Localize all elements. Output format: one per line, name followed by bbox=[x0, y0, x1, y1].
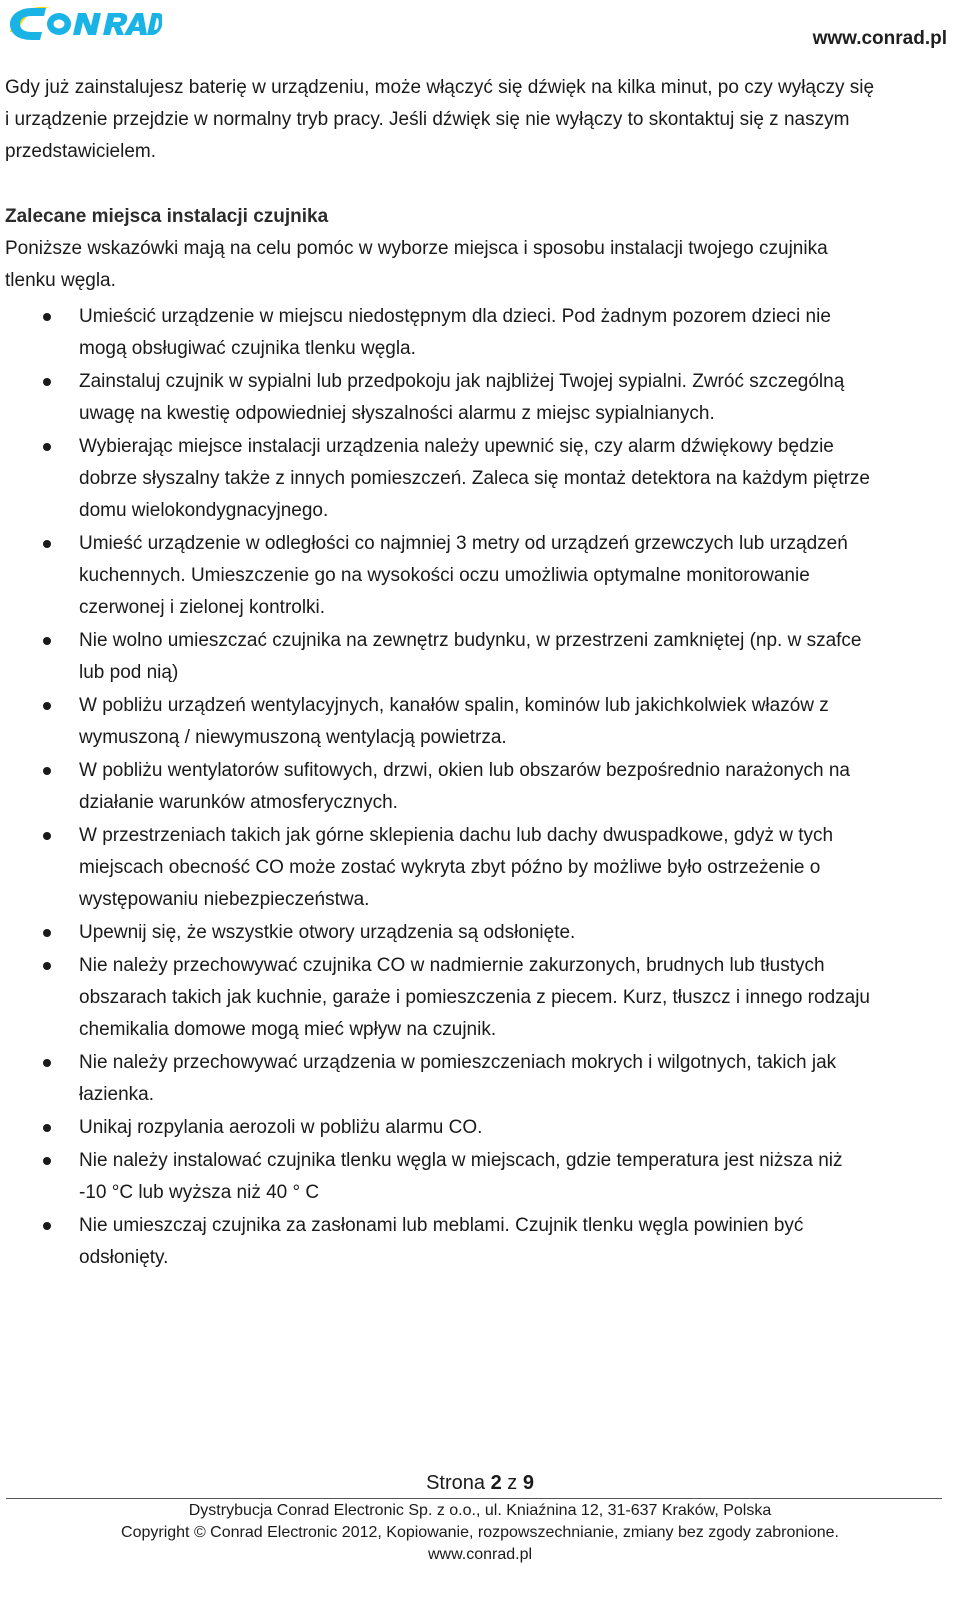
footer-copyright-line: Copyright © Conrad Electronic 2012, Kopiowanie, rozpowszechnianie, zmiany bez zgody zabronione. bbox=[121, 1524, 839, 1541]
intro-line: przedstawicielem. bbox=[5, 141, 156, 162]
list-item bbox=[5, 301, 945, 365]
list-item-line: W pobliżu urządzeń wentylacyjnych, kanałów spalin, kominów lub jakichkolwiek włazów z bbox=[79, 695, 829, 716]
bullet-icon bbox=[43, 1157, 51, 1165]
section-lead-line: tlenku węgla. bbox=[5, 270, 116, 291]
list-item bbox=[5, 917, 945, 949]
list-item bbox=[5, 950, 945, 1046]
list-item bbox=[5, 1047, 945, 1111]
list-item-line: chemikalia domowe mogą mieć wpływ na czujnik. bbox=[79, 1019, 497, 1040]
conrad-logo bbox=[6, 2, 162, 44]
bullet-icon bbox=[43, 443, 51, 451]
bullet-icon bbox=[43, 832, 51, 840]
list-item bbox=[5, 820, 945, 916]
list-item bbox=[5, 1145, 945, 1209]
intro-line: Gdy już zainstalujesz baterię w urządzeniu, może włączyć się dźwięk na kilka minut, po czy wyłączy się bbox=[5, 77, 875, 98]
bullet-icon bbox=[43, 637, 51, 645]
list-item-line: Unikaj rozpylania aerozoli w pobliżu alarmu CO. bbox=[79, 1117, 483, 1138]
list-item-line: wymuszoną / niewymuszoną wentylacją powietrza. bbox=[79, 727, 507, 748]
installation-guidelines-list bbox=[5, 301, 945, 1274]
footer-divider bbox=[6, 1498, 942, 1499]
bullet-icon bbox=[43, 702, 51, 710]
list-item-line: Nie należy instalować czujnika tlenku węgla w miejscach, gdzie temperatura jest niższa niż bbox=[79, 1150, 843, 1171]
footer-legal bbox=[0, 1500, 960, 1566]
list-item-line: lub pod nią) bbox=[79, 662, 179, 683]
intro-paragraph bbox=[5, 72, 945, 168]
bullet-icon bbox=[43, 540, 51, 548]
list-item-line: Nie umieszczaj czujnika za zasłonami lub meblami. Czujnik tlenku węgla powinien być bbox=[79, 1215, 804, 1236]
bullet-icon bbox=[43, 1124, 51, 1132]
bullet-icon bbox=[43, 1222, 51, 1230]
page-footer bbox=[0, 1468, 960, 1566]
list-item bbox=[5, 690, 945, 754]
list-item-line: Umieścić urządzenie w miejscu niedostępnym dla dzieci. Pod żadnym pozorem dzieci nie bbox=[79, 306, 831, 327]
list-item bbox=[5, 366, 945, 430]
list-item-line: -10 °C lub wyższa niż 40 ° C bbox=[79, 1182, 320, 1203]
list-item-line: W pobliżu wentylatorów sufitowych, drzwi, okien lub obszarów bezpośrednio narażonych na bbox=[79, 760, 850, 781]
list-item-line: uwagę na kwestię odpowiedniej słyszalności alarmu z miejsc sypialnianych. bbox=[79, 403, 715, 424]
page-number-separator: z bbox=[507, 1472, 518, 1494]
list-item-line: łazienka. bbox=[79, 1084, 154, 1105]
list-item-line: odsłonięty. bbox=[79, 1247, 169, 1268]
list-item-line: miejscach obecność CO może zostać wykryta zbyt późno by możliwe było ostrzeżenie o bbox=[79, 857, 821, 878]
list-item-line: Nie należy przechowywać czujnika CO w nadmiernie zakurzonych, brudnych lub tłustych bbox=[79, 955, 825, 976]
document-body bbox=[5, 72, 945, 1275]
bullet-icon bbox=[43, 378, 51, 386]
bullet-icon bbox=[43, 313, 51, 321]
page-number-total: 9 bbox=[522, 1472, 534, 1494]
section-heading: Zalecane miejsca instalacji czujnika bbox=[5, 206, 329, 227]
list-item-line: W przestrzeniach takich jak górne sklepienia dachu lub dachy dwuspadkowe, gdyż w tych bbox=[79, 825, 834, 846]
list-item bbox=[5, 755, 945, 819]
list-item-line: Umieść urządzenie w odległości co najmniej 3 metry od urządzeń grzewczych lub urządzeń bbox=[79, 533, 848, 554]
list-item bbox=[5, 528, 945, 624]
list-item-line: Zainstaluj czujnik w sypialni lub przedpokoju jak najbliżej Twojej sypialni. Zwróć szczególną bbox=[79, 371, 845, 392]
page-number bbox=[0, 1468, 960, 1498]
list-item bbox=[5, 625, 945, 689]
list-item bbox=[5, 1112, 945, 1144]
list-item-line: Upewnij się, że wszystkie otwory urządzenia są odsłonięte. bbox=[79, 922, 576, 943]
list-item bbox=[5, 1210, 945, 1274]
footer-website-line: www.conrad.pl bbox=[427, 1546, 533, 1563]
list-item-line: występowaniu niebezpieczeństwa. bbox=[79, 889, 370, 910]
section-lead-line: Poniższe wskazówki mają na celu pomóc w wyborze miejsca i sposobu instalacji twojego czujnika bbox=[5, 238, 828, 259]
list-item-line: działanie warunków atmosferycznych. bbox=[79, 792, 398, 813]
page-number-current: 2 bbox=[490, 1472, 502, 1494]
list-item-line: dobrze słyszalny także z innych pomieszczeń. Zaleca się montaż detektora na każdym piętrze bbox=[79, 468, 870, 489]
header-website-url: www.conrad.pl bbox=[812, 28, 947, 49]
list-item-line: domu wielokondygnacyjnego. bbox=[79, 500, 329, 521]
intro-line: i urządzenie przejdzie w normalny tryb pracy. Jeśli dźwięk się nie wyłączy to skontaktuj się z naszym bbox=[5, 109, 850, 130]
list-item-line: Nie wolno umieszczać czujnika na zewnętrz budynku, w przestrzeni zamkniętej (np. w szafce bbox=[79, 630, 862, 651]
list-item-line: kuchennych. Umieszczenie go na wysokości oczu umożliwia optymalne monitorowanie bbox=[79, 565, 810, 586]
list-item bbox=[5, 431, 945, 527]
list-item-line: Wybierając miejsce instalacji urządzenia należy upewnić się, czy alarm dźwiękowy będzie bbox=[79, 436, 834, 457]
bullet-icon bbox=[43, 767, 51, 775]
list-item-line: mogą obsługiwać czujnika tlenku węgla. bbox=[79, 338, 416, 359]
list-item-line: czerwonej i zielonej kontrolki. bbox=[79, 597, 326, 618]
page-number-label: Strona bbox=[426, 1472, 485, 1494]
list-item-line: Nie należy przechowywać urządzenia w pomieszczeniach mokrych i wilgotnych, takich jak bbox=[79, 1052, 837, 1073]
page-header bbox=[0, 0, 960, 60]
bullet-icon bbox=[43, 1059, 51, 1067]
list-item-line: obszarach takich jak kuchnie, garaże i pomieszczenia z piecem. Kurz, tłuszcz i innego rodzaju bbox=[79, 987, 870, 1008]
bullet-icon bbox=[43, 929, 51, 937]
footer-distribution-line: Dystrybucja Conrad Electronic Sp. z o.o., ul. Kniaźnina 12, 31-637 Kraków, Polska bbox=[188, 1502, 772, 1519]
bullet-icon bbox=[43, 962, 51, 970]
